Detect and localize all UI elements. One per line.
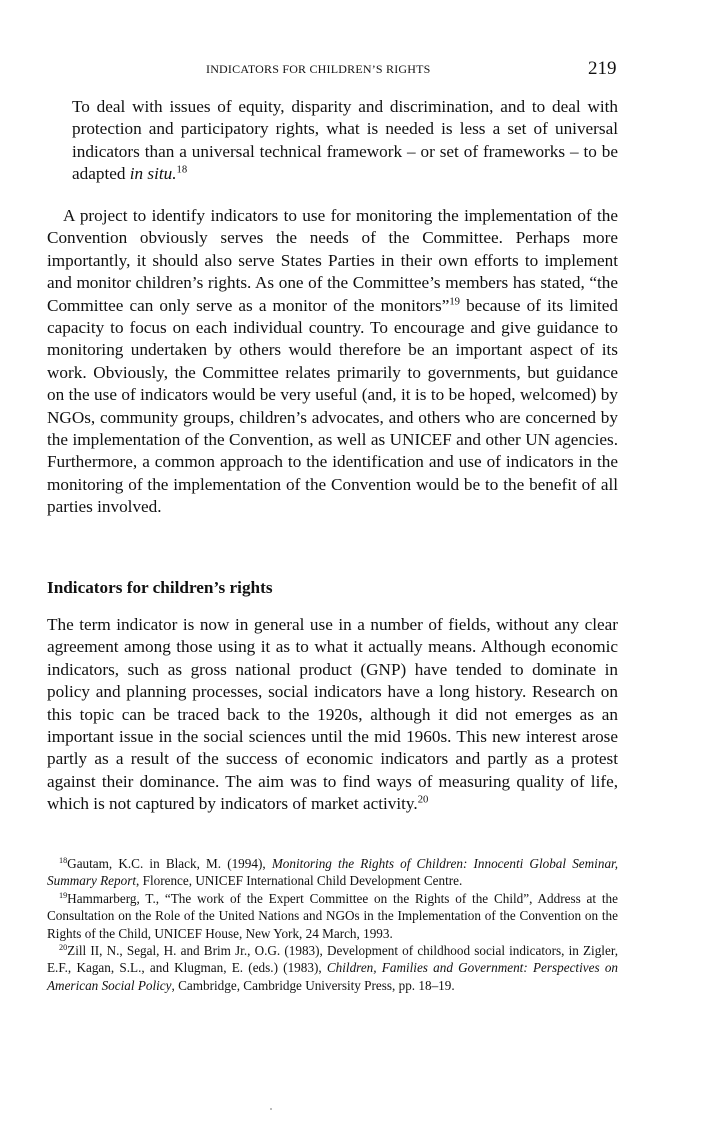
running-title: INDICATORS FOR CHILDREN’S RIGHTS: [206, 62, 431, 76]
footnote-number: 19: [59, 890, 68, 900]
footnote-title: Monitoring the Rights of Children: Innocenti Global Seminar, Summary Report: [47, 856, 619, 889]
footnote-number: 20: [59, 943, 68, 953]
footnote-ref-20: 20: [417, 794, 429, 806]
scan-speck: [270, 1108, 272, 1110]
paragraph-indicators: [47, 614, 618, 816]
page-number: 219: [588, 58, 617, 79]
footnote-20: [47, 942, 618, 994]
footnote-text: , Florence, UNICEF International Child Development Centre.: [136, 873, 463, 889]
paragraph-monitoring: [47, 205, 618, 519]
footnote-text: Hammarberg, T., “The work of the Expert Committee on the Rights of the Child”, Address at the Consultation on the Role of the United Nations and NGOs in the Implementation of the Convention on the Rights of the Child, UNICEF House, New York, 24 March, 1993.: [47, 890, 618, 941]
footnote-ref-19: 19: [449, 296, 460, 308]
paragraph-text: A project to identify indicators to use for monitoring the implementation of the Convention obviously serves the needs of the Committee. Perhaps more importantly, it should also serve States Parties in their own efforts to implement and monitor children’s rights. As one of the Committee’s members has stated, “the Committee can only serve as a monitor of the monitors”: [47, 206, 618, 315]
footnote-text: Zill II, N., Segal, H. and Brim Jr., O.G. (1983), Development of childhood social indicators, in Zigler, E.F., Kagan, S.L., and Klugman, E. (eds.) (1983),: [47, 943, 618, 976]
footnote-18: [47, 855, 618, 890]
footnote-number: 18: [59, 856, 68, 866]
paragraph-text: The term indicator is now in general use in a number of fields, without any clear agreement among those using it as to what it actually means. Although economic indicators, such as gross national product (GNP) have tended to dominate in policy and planning processes, social indicators have a long history. Research on this topic can be traced back to the 1920s, although it did not emerges as an important issue in the social sciences until the mid 1960s. This new interest arose partly as a result of the success of economic indicators and partly as a protest against their dominance. The aim was to find ways of measuring quality of life, which is not captured by indicators of market activity.: [47, 615, 618, 814]
footnote-19: [47, 890, 618, 942]
quote-text: To deal with issues of equity, disparity and discrimination, and to deal with protection and participatory rights, what is needed is less a set of universal indicators than a universal technical framework – or set of frameworks – to be adapted: [72, 97, 618, 184]
footnote-title: Children, Families and Government: Perspectives on American Social Policy: [47, 960, 619, 993]
block-quote: [72, 96, 618, 186]
footnote-text: , Cambridge, Cambridge University Press, pp. 18–19.: [171, 977, 455, 993]
footnotes: [47, 855, 618, 994]
footnote-text: Gautam, K.C. in Black, M. (1994),: [67, 856, 272, 871]
footnote-ref-18: 18: [176, 164, 188, 176]
quote-emphasis: in situ.: [129, 164, 177, 184]
section-heading: Indicators for children’s rights: [47, 578, 273, 597]
running-head: [0, 58, 728, 80]
paragraph-text: because of its limited capacity to focus on each individual country. To encourage and give guidance to monitoring undertaken by others would therefore be an important aspect of its work. Obviously, the Committee relates primarily to governments, but guidance on the use of indicators would be very useful (and, it is to be hoped, welcomed) by NGOs, community groups, children’s advocates, and others who are concerned by the implementation of the Convention, as well as UNICEF and other UN agencies. Furthermore, a common approach to the identification and use of indicators in the monitoring of the implementation of the Convention would be to the benefit of all parties involved.: [47, 295, 618, 517]
